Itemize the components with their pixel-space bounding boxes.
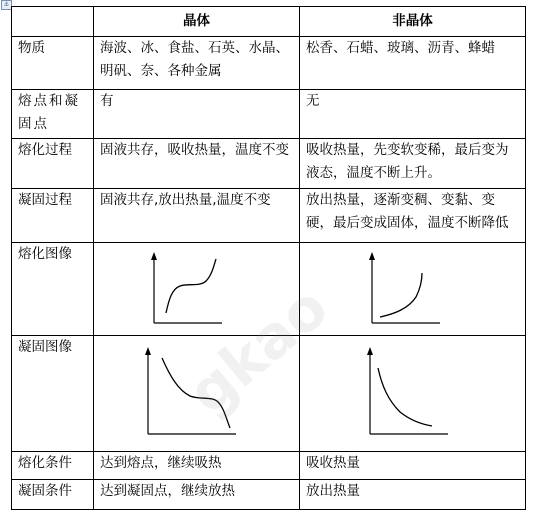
- amorphous-cell: 放出热量: [300, 480, 526, 510]
- crystal-cell: 达到熔点，继续吸热: [94, 452, 300, 480]
- row-label: 凝固条件: [12, 480, 94, 510]
- amorphous-cell: 放出热量，逐渐变稠、变黏、变硬，最后变成固体，温度不断降低: [300, 189, 526, 243]
- amorphous-cell: 松香、石蜡、玻璃、沥青、蜂蜡: [300, 37, 526, 90]
- header-amorphous: 非晶体: [300, 7, 526, 37]
- row-label: 凝固过程: [12, 189, 94, 243]
- amorphous-solidifying-curve: [362, 346, 452, 442]
- table-row: [12, 90, 526, 139]
- amorphous-cell: 吸收热量，先变软变稀，最后变为液态，温度不断上升。: [300, 139, 526, 189]
- crystal-cell: 达到凝固点，继续放热: [94, 480, 300, 510]
- table-row: [12, 189, 526, 243]
- table-row: [12, 480, 526, 510]
- amorphous-cell: 无: [300, 90, 526, 139]
- crystal-cell: 有: [94, 90, 300, 139]
- table-row: [12, 336, 526, 452]
- crystal-melting-graph-cell: [94, 243, 300, 336]
- crystal-comparison-table: [11, 6, 526, 510]
- crystal-melting-curve: [146, 251, 226, 329]
- crystal-cell: 海波、冰、食盐、石英、水晶、明矾、奈、各种金属: [94, 37, 300, 90]
- amorphous-melting-curve: [364, 251, 444, 329]
- crystal-cell: 固液共存，吸收热量，温度不变: [94, 139, 300, 189]
- row-label: 熔化过程: [12, 139, 94, 189]
- row-label: 凝固图像: [12, 336, 94, 452]
- row-label: 熔化图像: [12, 243, 94, 336]
- crystal-solidifying-curve: [140, 346, 240, 442]
- table-row: [12, 452, 526, 480]
- row-label: 物质: [12, 37, 94, 90]
- table-row: [12, 37, 526, 90]
- amorphous-cell: 吸收热量: [300, 452, 526, 480]
- crystal-solidifying-graph-cell: [94, 336, 300, 452]
- anchor-icon: ⚓: [1, 0, 12, 10]
- row-label: 熔点和凝固点: [12, 90, 94, 139]
- header-empty-cell: [12, 7, 94, 37]
- row-label: 熔化条件: [12, 452, 94, 480]
- amorphous-melting-graph-cell: [300, 243, 526, 336]
- crystal-cell: 固液共存,放出热量,温度不变: [94, 189, 300, 243]
- header-crystal: 晶体: [94, 7, 300, 37]
- amorphous-solidifying-graph-cell: [300, 336, 526, 452]
- table-row: [12, 243, 526, 336]
- table-header-row: [12, 7, 526, 37]
- watermark: gkao: [175, 272, 341, 428]
- table-row: [12, 139, 526, 189]
